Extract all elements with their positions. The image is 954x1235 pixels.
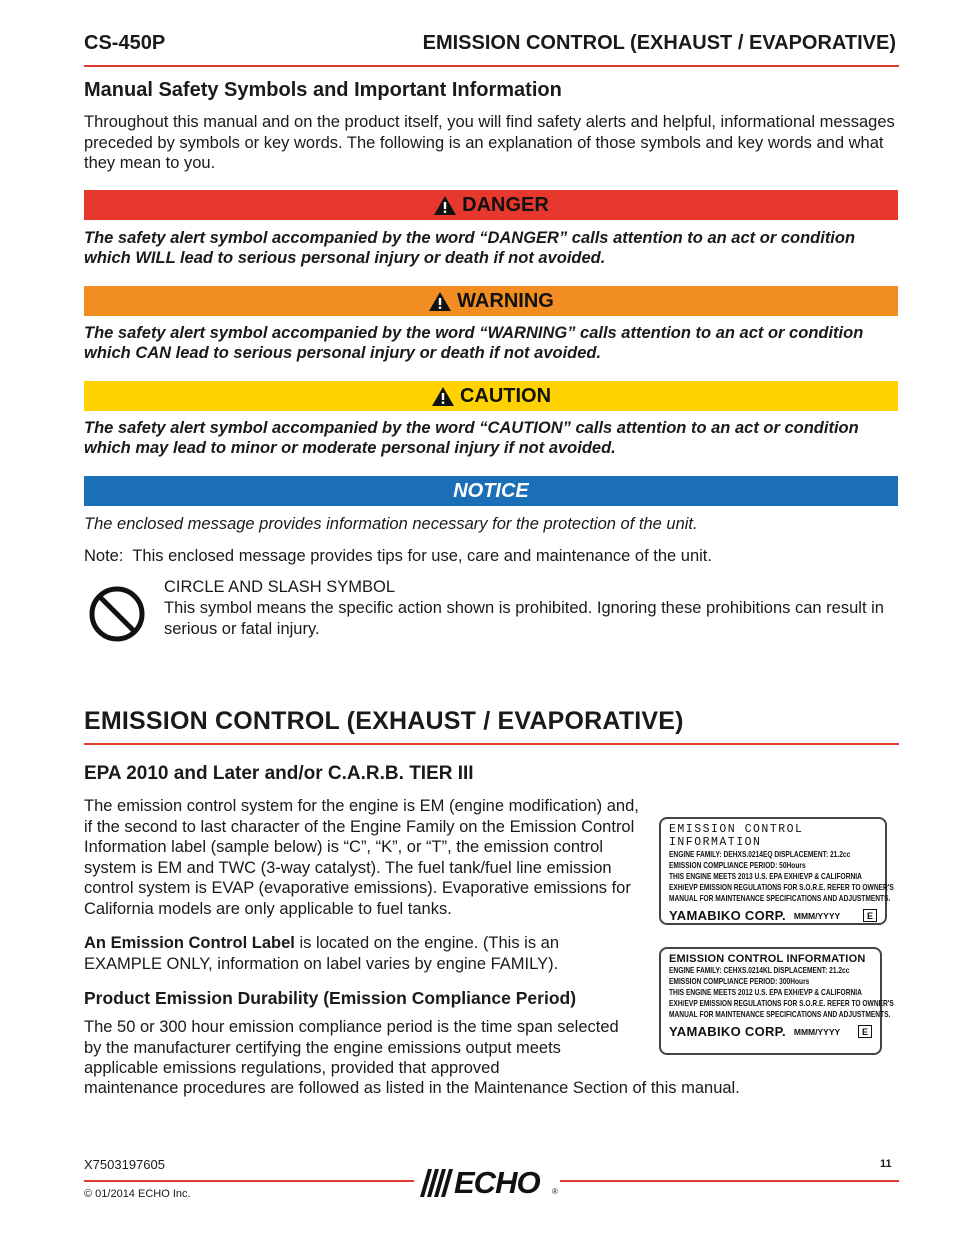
note-text: Note: This enclosed message provides tips for use, care and maintenance of the unit.: [84, 547, 712, 565]
model-number: CS-450P: [84, 32, 166, 54]
part-number: X7503197605: [84, 1157, 165, 1172]
emission-subheading: EPA 2010 and Later and/or C.A.R.B. TIER III: [84, 763, 474, 784]
warning-triangle-icon: [428, 291, 452, 312]
emission-divider: [84, 743, 899, 745]
notice-label: NOTICE: [453, 479, 529, 502]
danger-label: DANGER: [462, 193, 549, 216]
safety-heading: Manual Safety Symbols and Important Information: [84, 79, 562, 101]
echo-logo-stripes-icon: [418, 1169, 456, 1197]
danger-text-line2: which WILL lead to serious personal injury or death if not avoided.: [84, 249, 606, 267]
copyright: © 01/2014 ECHO Inc.: [84, 1188, 191, 1200]
label-line: EXH/EVP EMISSION REGULATIONS FOR S.O.R.E. REFER TO OWNER'S: [669, 998, 894, 1008]
prohibited-circle-slash-icon: [88, 585, 146, 643]
label-title: EMISSION CONTROL INFORMATION: [669, 953, 866, 965]
danger-text-line1: The safety alert symbol accompanied by the word “DANGER” calls attention to an act or condition: [84, 229, 856, 247]
label-line: MANUAL FOR MAINTENANCE SPECIFICATIONS AND ADJUSTMENTS.: [669, 1009, 891, 1019]
durability-heading: Product Emission Durability (Emission Compliance Period): [84, 988, 577, 1008]
label-line: EMISSION COMPLIANCE PERIOD: 300Hours: [669, 976, 810, 986]
label-e-icon: E: [863, 909, 877, 922]
warning-text-line1: The safety alert symbol accompanied by the word “WARNING” calls attention to an act or condition: [84, 324, 864, 342]
emission-label-bold: An Emission Control Label: [84, 934, 295, 952]
header-divider: [84, 65, 899, 67]
footer-divider-left: [84, 1180, 414, 1182]
durability-text: The 50 or 300 hour emission compliance period is the time span selected by the manufacturer certifying the engine emissions output meets applicable emissions regulations, provided that approved: [84, 1018, 619, 1077]
label-line: MANUAL FOR MAINTENANCE SPECIFICATIONS AND ADJUSTMENTS.: [669, 893, 891, 903]
notice-text: The enclosed message provides information necessary for the protection of the unit.: [84, 515, 698, 533]
warning-banner: [84, 286, 898, 316]
label-line: ENGINE FAMILY: DEHXS.0214EQ DISPLACEMENT: 21.2cc: [669, 849, 851, 859]
caution-text-line2: which may lead to minor or moderate personal injury if not avoided.: [84, 439, 616, 457]
label-corp: YAMABIKO CORP.: [669, 908, 786, 923]
label-e-icon: E: [858, 1025, 872, 1038]
emission-paragraph: The emission control system for the engine is EM (engine modification) and, if the second to last character of the Engine Family on the Emission Control Information label (sample below) is “C”, “K”, or “T”, the emission control system is EM and TWC (3-way catalyst). The fuel tank/fuel line emission control system is EVAP (evaporative emissions). Evaporative emissions for California models are only applicable to fuel tanks.: [84, 797, 639, 918]
label-line: THIS ENGINE MEETS 2013 U.S. EPA EXH/EVP & CALIFORNIA: [669, 871, 862, 881]
emission-heading: EMISSION CONTROL (EXHAUST / EVAPORATIVE): [84, 707, 684, 735]
label-date: MMM/YYYY: [793, 1026, 841, 1037]
durability-text-continued: maintenance procedures are followed as listed in the Maintenance Section of this manual.: [84, 1079, 740, 1097]
warning-label: WARNING: [457, 289, 554, 312]
warning-triangle-icon: [431, 386, 455, 407]
caution-label: CAUTION: [459, 384, 552, 407]
echo-logo: [418, 1163, 560, 1203]
circle-slash-text: This symbol means the specific action shown is prohibited. Ignoring these prohibitions can result in serious or fatal injury.: [164, 599, 884, 638]
safety-intro: Throughout this manual and on the product itself, you will find safety alerts and helpful, informational messages preceded by symbols or key words. The following is an explanation of those symbols and key words and what they mean to you.: [84, 113, 895, 172]
emission-label-sample-1: [659, 817, 894, 925]
label-date: MMM/YYYY: [793, 910, 841, 921]
page-number: 11: [880, 1158, 892, 1170]
caution-text-line1: The safety alert symbol accompanied by the word “CAUTION” calls attention to an act or condition: [84, 419, 859, 437]
notice-banner: [84, 476, 898, 506]
label-line: EMISSION COMPLIANCE PERIOD: 50Hours: [669, 860, 806, 870]
label-line: THIS ENGINE MEETS 2012 U.S. EPA EXH/EVP & CALIFORNIA: [669, 987, 862, 997]
danger-banner: [84, 190, 898, 220]
circle-slash-title: CIRCLE AND SLASH SYMBOL: [164, 578, 396, 596]
warning-text-line2: which CAN lead to serious personal injury or death if not avoided.: [84, 344, 602, 362]
section-title: EMISSION CONTROL (EXHAUST / EVAPORATIVE): [422, 32, 896, 54]
warning-triangle-icon: [433, 195, 457, 216]
label-corp: YAMABIKO CORP.: [669, 1024, 786, 1039]
label-line: ENGINE FAMILY: CEHXS.0214KL DISPLACEMENT: 21.2cc: [669, 965, 850, 975]
emission-label-sample-2: [659, 947, 894, 1055]
registered-mark: ®: [552, 1187, 558, 1196]
label-line: EXH/EVP EMISSION REGULATIONS FOR S.O.R.E. REFER TO OWNER'S: [669, 882, 894, 892]
emission-label-paragraph: [84, 933, 604, 974]
caution-banner: [84, 381, 898, 411]
label-title: EMISSION CONTROL INFORMATION: [669, 823, 804, 849]
emission-label-rest: is located on the engine. (This is an EXAMPLE ONLY, information on label varies by engine FAMILY).: [84, 934, 560, 973]
echo-logo-text: ECHO: [454, 1165, 540, 1200]
footer-divider-right: [560, 1180, 899, 1182]
